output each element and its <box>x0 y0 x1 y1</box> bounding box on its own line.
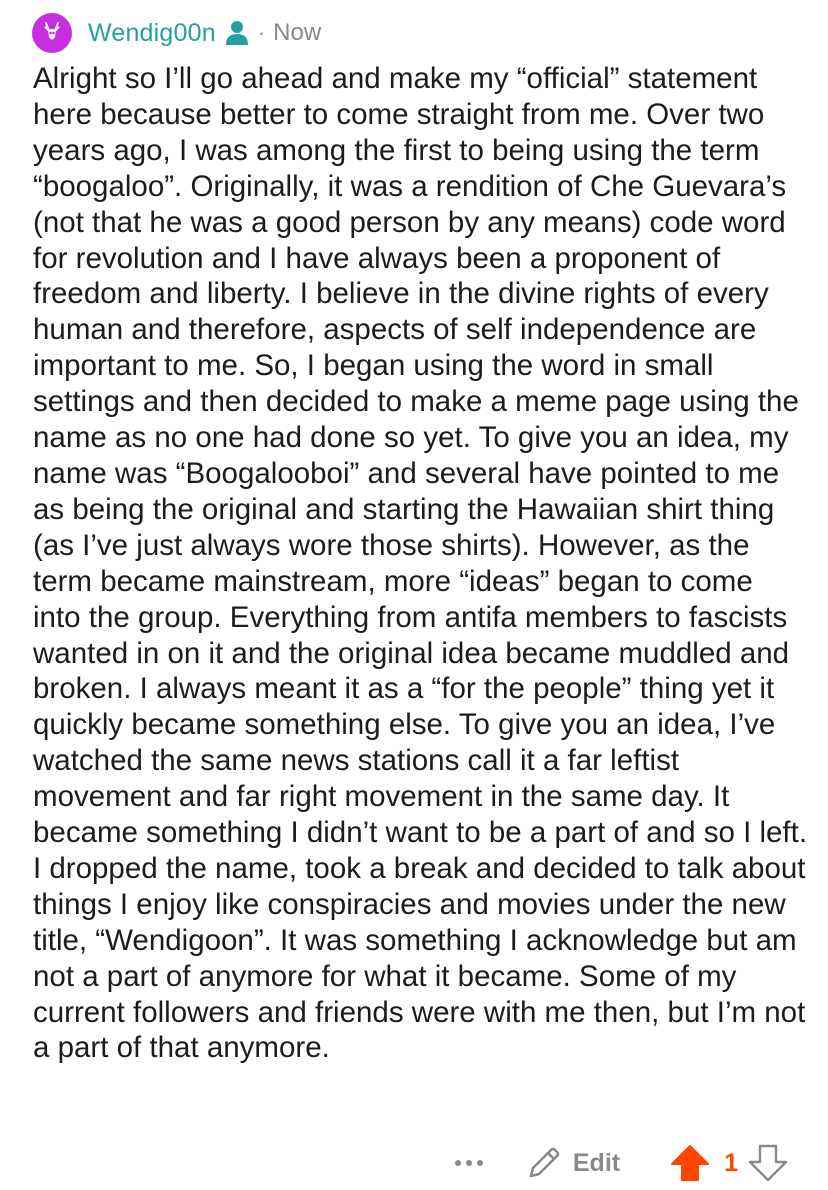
avatar[interactable] <box>32 13 72 53</box>
vote-count: 1 <box>724 1148 738 1177</box>
edit-button[interactable] <box>525 1144 620 1182</box>
pencil-icon <box>525 1144 563 1182</box>
comment-actions <box>449 1140 788 1186</box>
edit-label: Edit <box>572 1148 621 1177</box>
comment-header <box>32 13 321 53</box>
more-options-button[interactable] <box>449 1143 489 1183</box>
user-badge-icon <box>224 19 250 47</box>
meta-separator: · <box>257 20 266 45</box>
author-username[interactable]: Wendig00n <box>88 18 216 47</box>
comment-body: Alright so I’ll go ahead and make my “official” statement here because better to come straight from me. Over two years ago, I was among the first to being using the term “boogaloo”. Originally, it was a rendition of Che Guevara’s (not that he was a good person by any means) code word for revolution and I have always been a proponent of freedom and liberty. I believe in the divine rights of every human and therefore, aspects of self independence are important to me. So, I began using the word in small settings and then decided to make a meme page using the name as no one had done so yet. To give you an idea, my name was “Boogalooboi” and several have pointed to me as being the original and starting the Hawaiian shirt thing (as I’ve just always wore those shirts). However, as the term became mainstream, more “ideas” began to come into the group. Everything from antifa members to fascists wanted in on it and the original idea became muddled and broken. I always meant it as a “for the people” thing yet it quickly became something else. To give you an idea, I’ve watched the same news stations call it a far leftist movement and far right movement in the same day. It became something I didn’t want to be a part of and so I left. I dropped the name, took a break and decided to talk about things I enjoy like conspiracies and movies under the new title, “Wendigoon”. It was something I acknowledge but am not a part of anymore for what it became. Some of my current followers and friends were with me then, but I’m not a part of that anymore. <box>33 62 808 1065</box>
more-options-icon <box>453 1158 485 1168</box>
upvote-arrow-icon[interactable] <box>670 1144 710 1182</box>
downvote-arrow-icon[interactable] <box>748 1144 788 1182</box>
timestamp: Now <box>273 19 322 46</box>
deer-skull-avatar-icon <box>37 18 67 48</box>
vote-controls <box>670 1144 788 1182</box>
